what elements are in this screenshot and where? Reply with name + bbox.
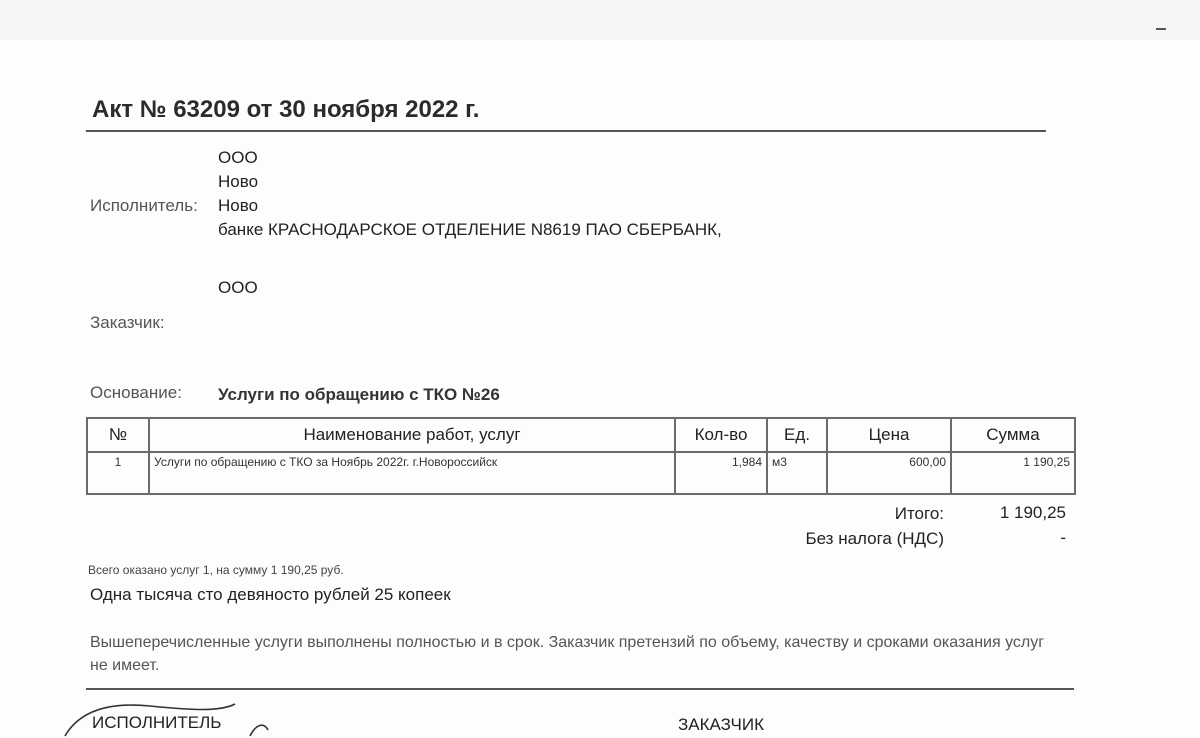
document-title: Акт № 63209 от 30 ноября 2022 г. xyxy=(92,96,480,123)
services-table xyxy=(86,417,1076,495)
cell-unit: м3 xyxy=(767,452,827,494)
total-label: Итого: xyxy=(894,504,944,523)
customer-name: ООО xyxy=(218,278,258,297)
vat-value: - xyxy=(1060,528,1066,547)
basis-label: Основание: xyxy=(90,383,182,402)
cell-qty: 1,984 xyxy=(675,452,767,494)
services-count-text: Всего оказано услуг 1, на сумму 1 190,25 руб. xyxy=(88,563,344,577)
table-row xyxy=(87,452,1075,494)
executor-bank: банке КРАСНОДАРСКОЕ ОТДЕЛЕНИЕ N8619 ПАО СБЕРБАНК, xyxy=(218,220,722,239)
signature-divider xyxy=(86,688,1074,690)
executor-label: Исполнитель: xyxy=(90,196,198,215)
cell-sum: 1 190,25 xyxy=(951,452,1075,494)
col-header-qty: Кол-во xyxy=(675,418,767,452)
title-divider xyxy=(86,130,1046,132)
table-header-row xyxy=(87,418,1075,452)
col-header-unit: Ед. xyxy=(767,418,827,452)
col-header-sum: Сумма xyxy=(951,418,1075,452)
executor-line-3: Ново xyxy=(218,196,259,215)
amount-in-words: Одна тысяча сто девяносто рублей 25 копеек xyxy=(90,585,451,604)
corner-mark xyxy=(1156,28,1166,30)
vat-label: Без налога (НДС) xyxy=(805,529,944,548)
col-header-num: № xyxy=(87,418,149,452)
executor-line-2: Ново xyxy=(218,172,259,191)
cell-num: 1 xyxy=(87,452,149,494)
completion-note: Вышеперечисленные услуги выполнены полностью и в срок. Заказчик претензий по объему, качеству и сроками оказания услуг не имеет. xyxy=(90,634,1045,674)
customer-signature-label: ЗАКАЗЧИК xyxy=(678,715,765,734)
executor-signature-label: ИСПОЛНИТЕЛЬ xyxy=(92,713,222,732)
executor-line-1: ООО xyxy=(218,148,258,167)
total-value: 1 190,25 xyxy=(999,503,1066,522)
cell-name: Услуги по обращению с ТКО за Ноябрь 2022г. г.Новороссийск xyxy=(149,452,675,494)
customer-label: Заказчик: xyxy=(90,313,165,332)
cell-price: 600,00 xyxy=(827,452,951,494)
signature-scribble-icon xyxy=(60,700,300,738)
basis-value: Услуги по обращению с ТКО №26 xyxy=(218,385,500,404)
col-header-price: Цена xyxy=(827,418,951,452)
col-header-name: Наименование работ, услуг xyxy=(149,418,675,452)
